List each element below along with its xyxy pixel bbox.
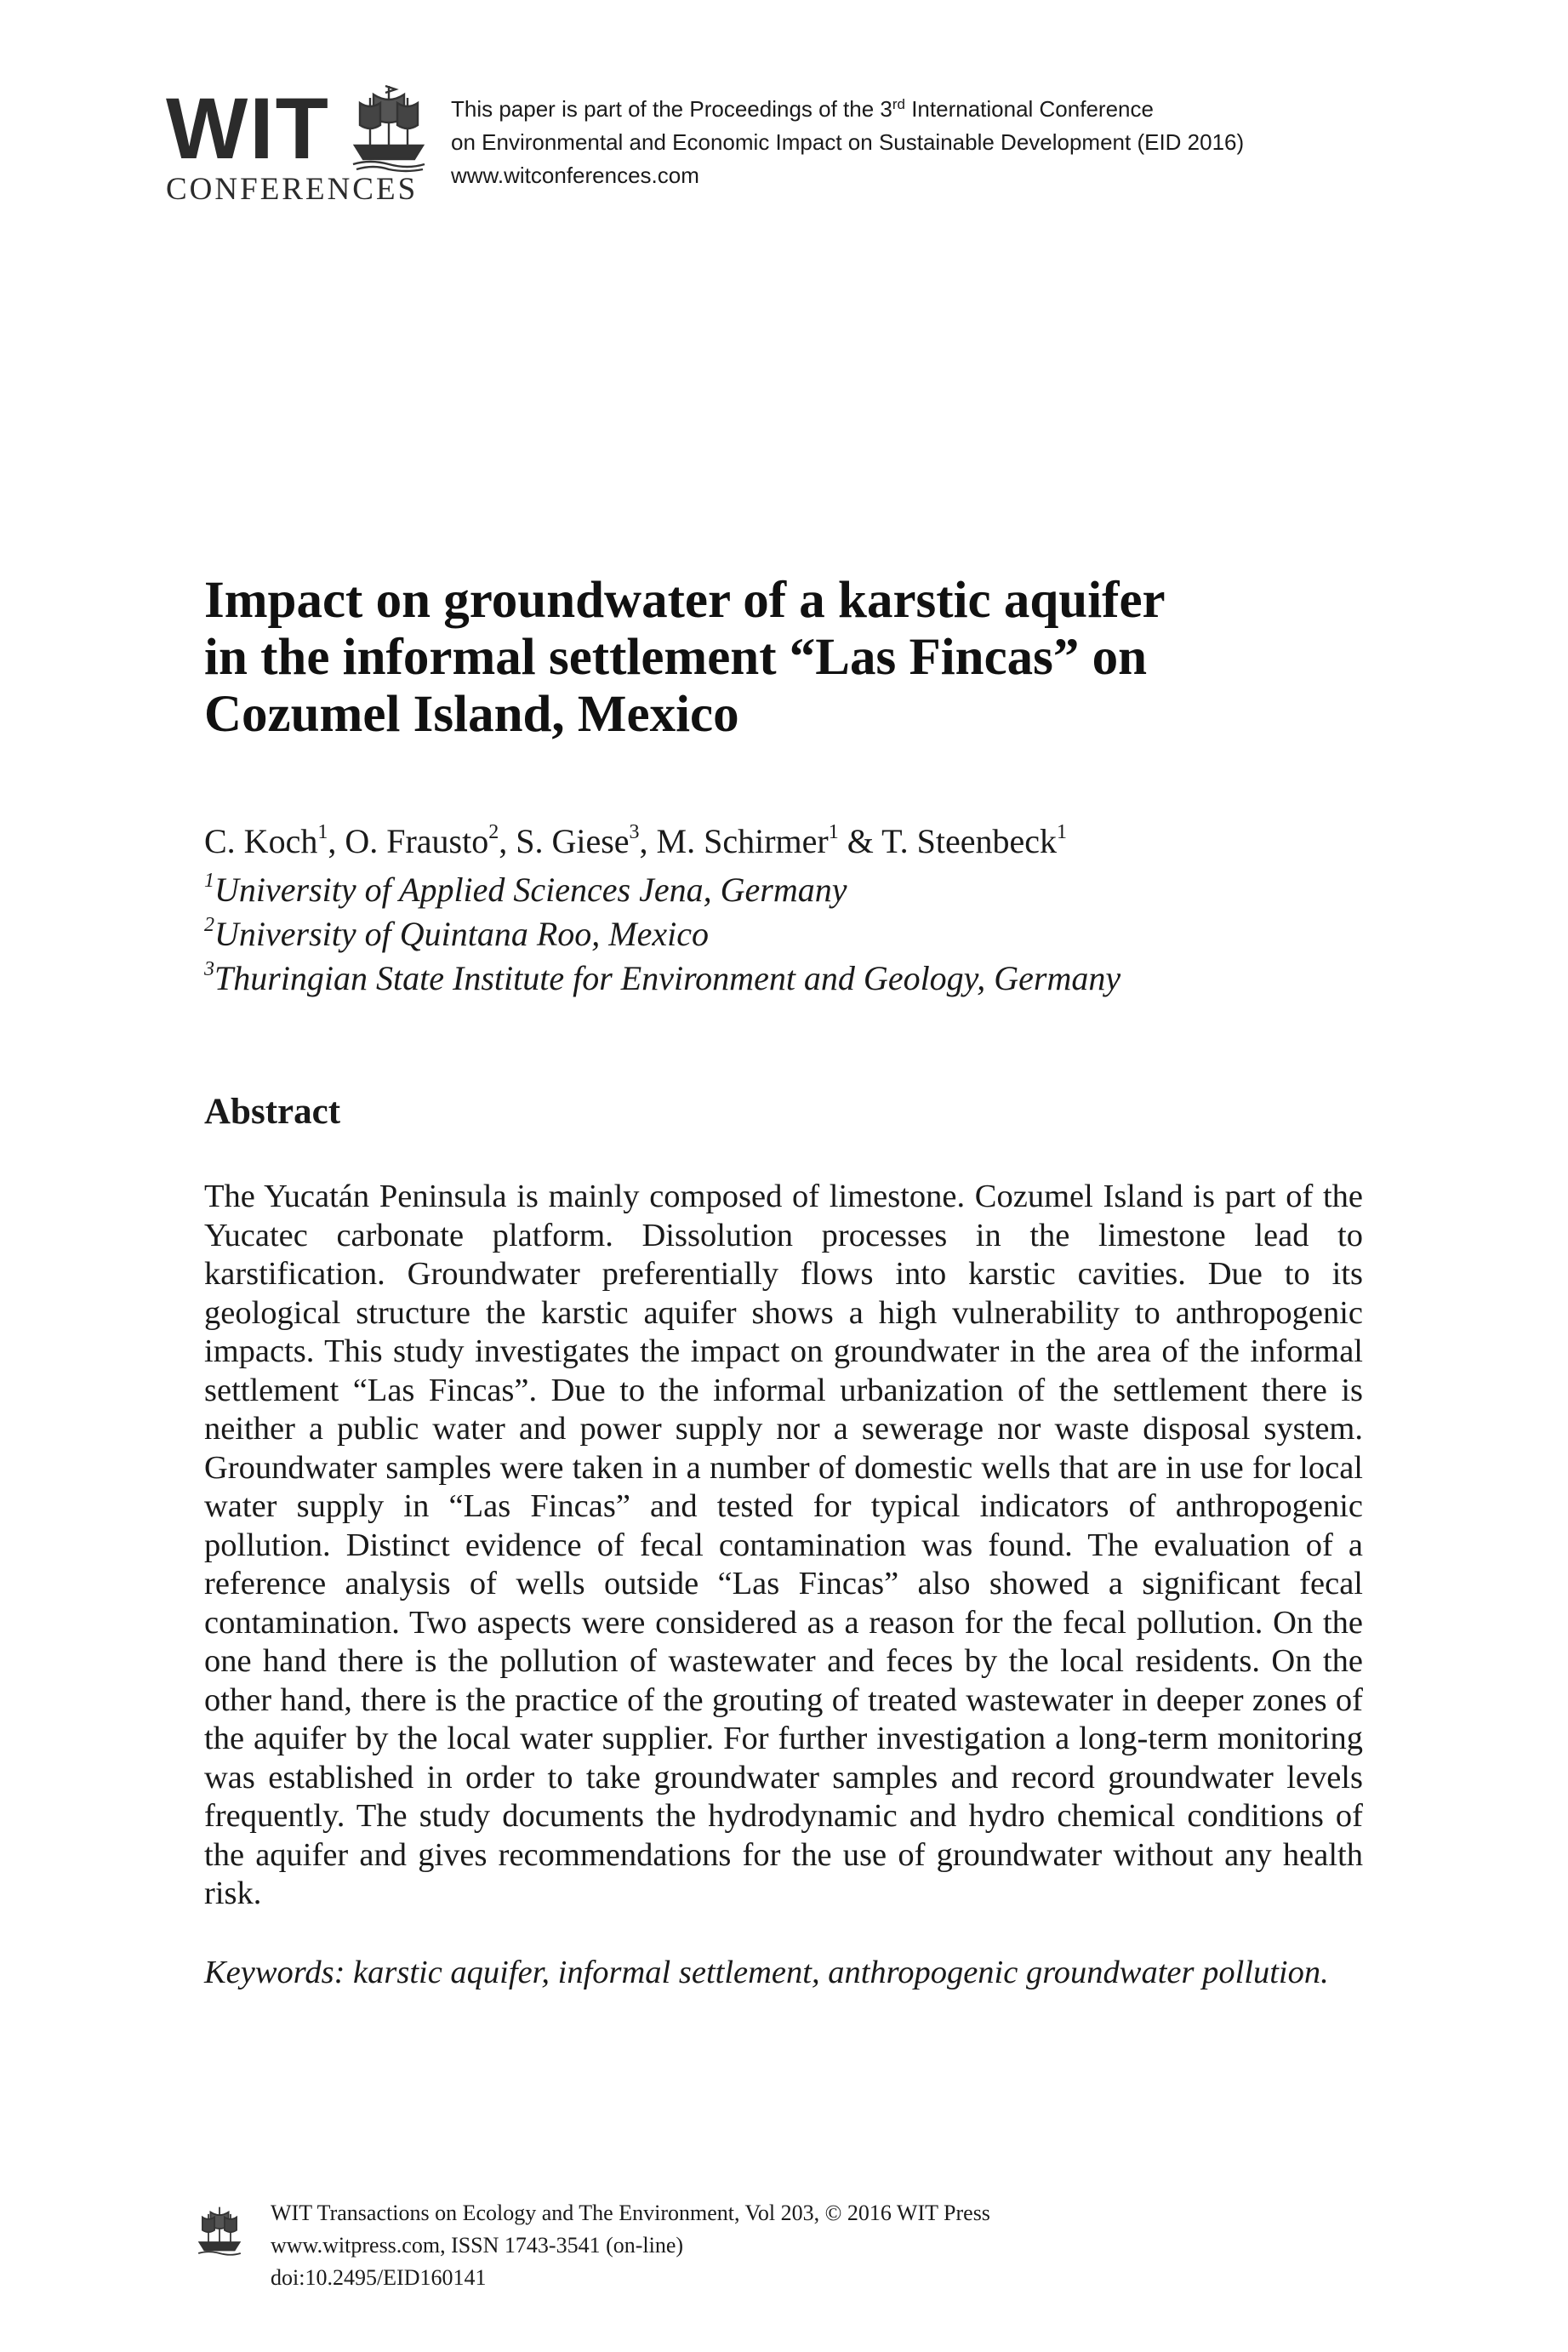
logo-conferences-text: CONFERENCES — [166, 172, 419, 207]
author-list — [204, 819, 1363, 864]
footer-doi[interactable]: doi:10.2495/EID160141 — [271, 2265, 487, 2290]
affiliation: $^2$University of Quintana Roo, Mexico — [204, 914, 709, 953]
proceedings-line-1: This paper is part of the Proceedings of the 3rd International Conference — [451, 96, 1154, 122]
proceedings-url[interactable]: www.witconferences.com — [451, 163, 699, 188]
abstract-body: The Yucatán Peninsula is mainly composed of limestone. Cozumel Island is part of the Yucatec carbonate platform. Dissolution processes in the limestone lead to karstification. Groundwater preferentially flows into karstic cavities. Due to its geological structure the karstic aquifer shows a high vulnerability to anthropogenic impacts. This study investigates the impact on groundwater in the area of the informal settlement “Las Fincas”. Due to the informal urbanization of the settlement there is neither a public water and power supply nor a sewerage nor waste disposal system. Groundwater samples were taken in a number of domestic wells that are in use for local water supply in “Las Fincas” and tested for typical indicators of anthropogenic pollution. Distinct evidence of fecal contamination was found. The evaluation of a reference analysis of wells outside “Las Fincas” also showed a significant fecal contamination. Two aspects were considered as a reason for the fecal pollution. On the one hand there is the pollution of wastewater and feces by the local residents. On the other hand, there is the practice of the grouting of treated wastewater in deeper zones of the aquifer by the local water supplier. For further investigation a long-term monitoring was established in order to take groundwater samples and record groundwater levels frequently. The study documents the hydrodynamic and hydro chemical conditions of the aquifer and gives recommendations for the use of groundwater without any health risk. — [204, 1179, 1363, 1911]
footer-journal: WIT Transactions on Ecology and The Environment, Vol 203, © 2016 WIT Press — [271, 2201, 990, 2225]
proceedings-note — [451, 93, 1404, 192]
affiliation: $^1$University of Applied Sciences Jena, Germany — [204, 870, 847, 909]
ship-logo-icon — [197, 2204, 242, 2258]
page-footer — [197, 2197, 1303, 2308]
paper-title — [204, 572, 1363, 743]
author: O. Frausto$^2$, — [345, 821, 516, 860]
affiliation-list — [204, 868, 1363, 1001]
footer-citation — [271, 2197, 990, 2294]
proceedings-line-2: on Environmental and Economic Impact on Sustainable Development (EID 2016) — [451, 129, 1245, 155]
page-header — [166, 81, 1400, 208]
author: T. Steenbeck$^1$ — [881, 821, 1067, 860]
title-line: Cozumel Island, Mexico — [204, 686, 739, 743]
author: C. Koch$^1$, — [204, 821, 345, 860]
title-line: in the informal settlement “Las Fincas” on — [204, 629, 1148, 686]
ship-logo-icon — [351, 81, 426, 173]
title-line: Impact on groundwater of a karstic aquifer — [204, 572, 1166, 629]
author: S. Giese$^3$, — [516, 821, 657, 860]
keywords: Keywords: karstic aquifer, informal settlement, anthropogenic groundwater pollution. — [204, 1955, 1329, 1990]
abstract-heading: Abstract — [204, 1092, 341, 1132]
author: M. Schirmer$^1$ & — [656, 821, 882, 860]
footer-url-issn[interactable]: www.witpress.com, ISSN 1743-3541 (on-line) — [271, 2233, 684, 2258]
affiliation: $^3$Thuringian State Institute for Environment and Geology, Germany — [204, 958, 1121, 997]
logo-wordmark: WIT — [166, 80, 330, 177]
wit-conferences-logo — [166, 81, 425, 208]
